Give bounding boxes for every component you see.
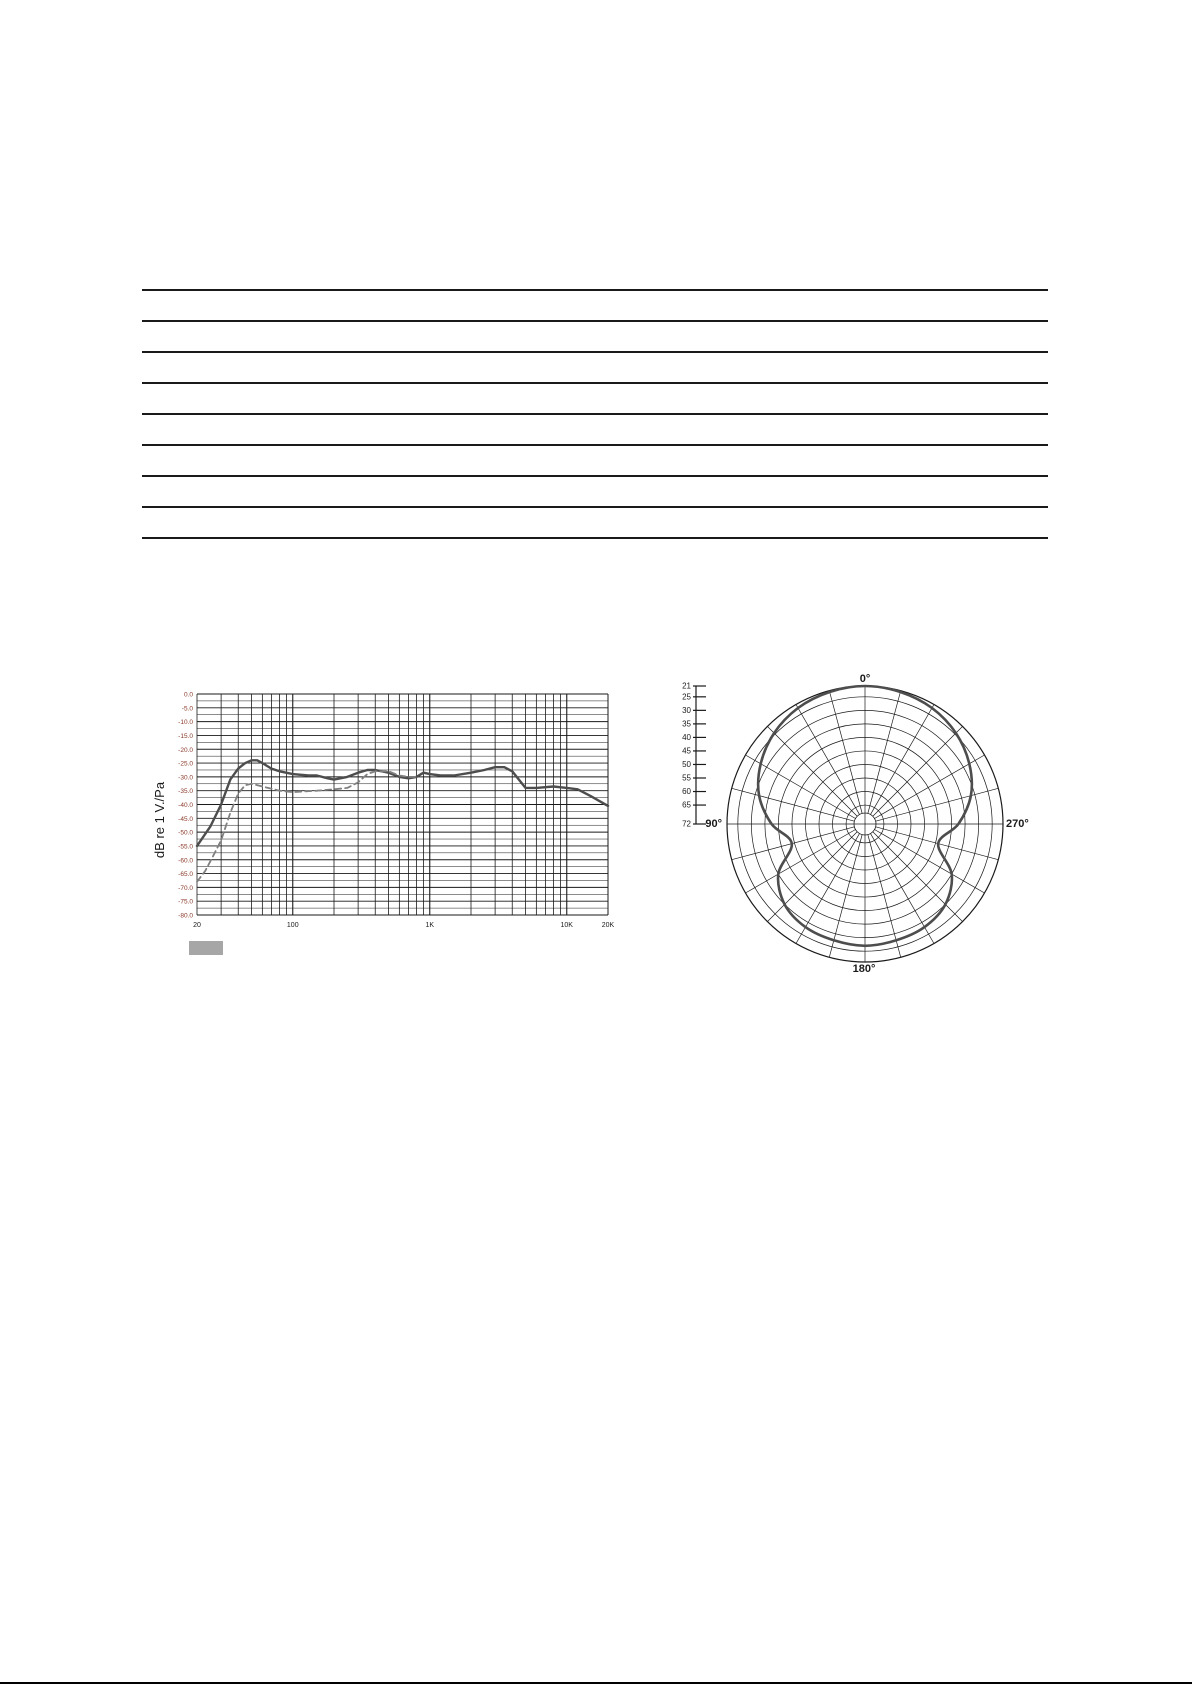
radial-scale-label: 55 [682, 773, 691, 783]
y-tick-label: -80.0 [178, 912, 193, 920]
table-row [142, 413, 1048, 444]
specifications-table [142, 289, 1048, 537]
y-tick-label: -25.0 [178, 760, 193, 768]
angle-label-90: 90° [705, 818, 722, 830]
radial-scale-label: 72 [682, 819, 691, 829]
y-tick-label: -45.0 [178, 815, 193, 823]
radial-scale-label: 65 [682, 800, 691, 810]
angle-label-270: 270° [1006, 818, 1029, 830]
table-rule [142, 537, 1048, 539]
radial-scale-label: 45 [682, 746, 691, 756]
x-tick-label: 20 [193, 922, 201, 929]
y-tick-label: 0.0 [183, 691, 193, 699]
table-row [142, 475, 1048, 506]
legend-swatch [189, 941, 223, 955]
y-tick-label: -35.0 [178, 788, 193, 796]
table-row [142, 289, 1048, 320]
y-tick-label: -20.0 [178, 746, 193, 754]
polar-spoke [868, 691, 901, 814]
polar-spoke [875, 830, 985, 894]
table-row [142, 444, 1048, 475]
angle-label-0: 0° [859, 673, 871, 685]
polar-radial-scale [682, 682, 706, 829]
polar-spoke [871, 704, 935, 814]
polar-pattern-chart [668, 664, 1068, 988]
radial-scale-label: 50 [682, 759, 691, 769]
table-row [142, 382, 1048, 413]
radial-scale-label: 35 [682, 719, 691, 729]
x-tick-label: 100 [286, 922, 299, 929]
polar-spoke [868, 835, 901, 958]
response-curve-dashed [197, 771, 417, 882]
response-curve-solid [197, 760, 608, 846]
y-tick-label: -15.0 [178, 732, 193, 740]
y-tick-label: -55.0 [178, 843, 193, 851]
y-tick-label: -60.0 [178, 857, 193, 865]
y-tick-label: -70.0 [178, 884, 193, 892]
y-axis-label: dB re 1 V./Pa [152, 781, 167, 859]
y-tick-label: -5.0 [181, 705, 193, 713]
frequency-response-x-ticks [193, 922, 614, 929]
polar-spoke [745, 830, 855, 894]
y-tick-label: -40.0 [178, 802, 193, 809]
polar-spoke [732, 788, 855, 821]
radial-scale-label: 60 [682, 787, 691, 797]
table-row [142, 320, 1048, 351]
y-tick-label: -30.0 [178, 774, 193, 782]
y-tick-label: -65.0 [178, 871, 193, 879]
frequency-response-chart [140, 680, 620, 960]
frequency-response-y-ticks [178, 692, 193, 920]
polar-spoke [829, 835, 862, 958]
page-bottom-rule [0, 1682, 1192, 1684]
radial-scale-label: 21 [682, 681, 691, 691]
radial-scale-label: 30 [682, 705, 691, 715]
radial-scale-label: 40 [682, 732, 691, 742]
polar-spoke [876, 788, 999, 821]
frequency-response-grid [197, 694, 608, 915]
table-row [142, 506, 1048, 537]
polar-spoke [796, 704, 860, 814]
y-tick-label: -10.0 [178, 719, 193, 727]
polar-spoke [829, 691, 862, 814]
table-row [142, 351, 1048, 382]
x-tick-label: 1K [425, 922, 435, 929]
polar-grid [727, 686, 1003, 962]
x-tick-label: 10K [560, 922, 573, 929]
frequency-response-series [197, 760, 608, 882]
angle-label-180: 180° [852, 963, 876, 975]
x-tick-label: 20K [601, 922, 615, 929]
radial-scale-label: 25 [682, 692, 691, 702]
y-tick-label: -50.0 [178, 829, 193, 837]
y-tick-label: -75.0 [178, 898, 193, 906]
